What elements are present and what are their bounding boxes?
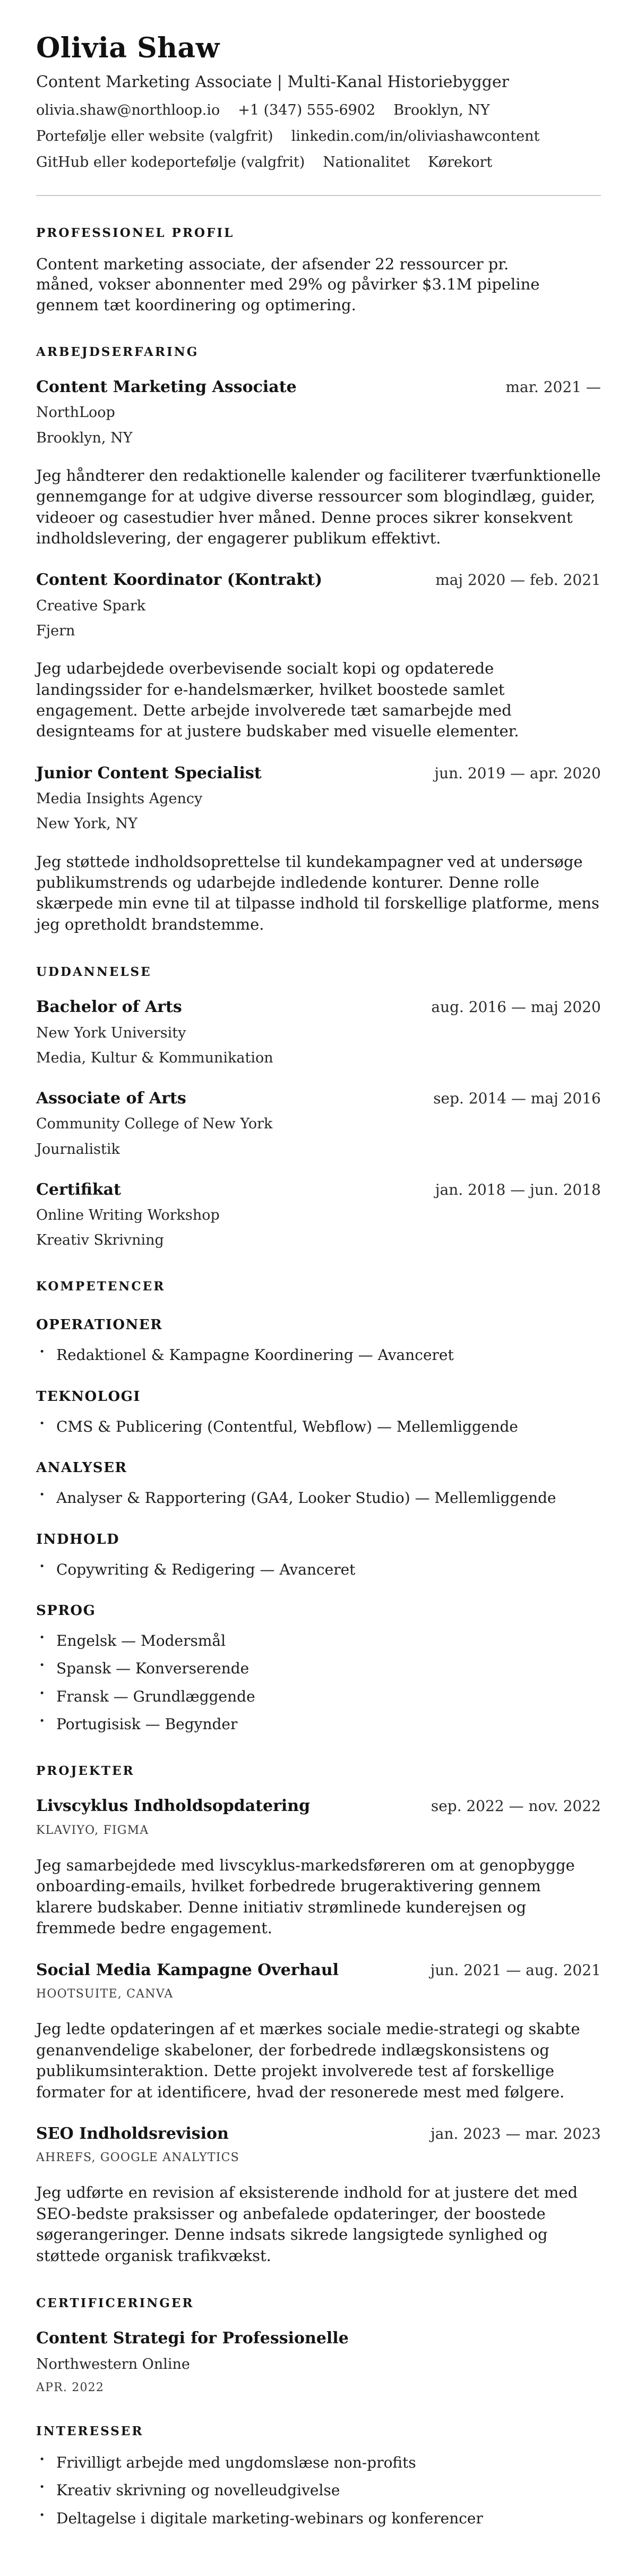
skill-item: • Copywriting & Redigering — Avanceret — [36, 1560, 601, 1579]
contact-email: olivia.shaw@northloop.io — [36, 102, 220, 119]
skill-group-name: ANALYSER — [36, 1460, 127, 1476]
education-entry — [36, 997, 601, 1067]
section-certifications — [36, 2296, 601, 2394]
skill-item: • Analyser & Rapportering (GA4, Looker Studio) — Mellemliggende — [36, 1489, 601, 1508]
language-item: • Portugisisk — Begynder — [36, 1715, 601, 1734]
job-title: Content Marketing Associate — [36, 377, 297, 396]
section-interests — [36, 2424, 601, 2528]
skill-list — [36, 1417, 601, 1436]
job-entry — [36, 377, 601, 549]
project-entry-head — [36, 1796, 601, 1816]
education-field: Journalistik — [36, 1141, 120, 1158]
profile-label: PROFESSIONEL PROFIL — [36, 226, 235, 241]
job-date: jun. 2019 — apr. 2020 — [434, 764, 601, 782]
project-tools: KLAVIYO, FIGMA — [36, 1823, 149, 1837]
job-location: New York, NY — [36, 815, 137, 832]
project-entry — [36, 2124, 601, 2266]
skill-item: • CMS & Publicering (Contentful, Webflow) — Mellemliggende — [36, 1417, 601, 1436]
education-entry — [36, 1089, 601, 1159]
skill-group-name: OPERATIONER — [36, 1317, 163, 1333]
education-entry-head — [36, 1089, 601, 1109]
job-location: Brooklyn, NY — [36, 429, 133, 446]
contact-row-3 — [36, 154, 601, 171]
skill-item: • Redaktionel & Kampagne Koordinering — Avanceret — [36, 1346, 601, 1365]
language-item: • Engelsk — Modersmål — [36, 1631, 601, 1651]
section-profile — [36, 226, 601, 315]
job-date: maj 2020 — feb. 2021 — [435, 571, 601, 589]
projects-label: PROJEKTER — [36, 1764, 135, 1779]
education-entry-head — [36, 1180, 601, 1200]
section-experience — [36, 345, 601, 935]
job-description: Jeg støttede indholdsoprettelse til kundekampagner ved at undersøge publikumstrends og udarbejde indledende konturer. Denne rolle skærpede min evne til at tilpasse indhold til forskellige platforme, mens jeg opretholdt brandstemme. — [36, 852, 600, 933]
skill-group-content — [36, 1532, 601, 1579]
interest-item: • Kreativ skrivning og novelleudgivelse — [36, 2481, 601, 2500]
project-entry-head — [36, 2124, 601, 2144]
skill-group-operations — [36, 1317, 601, 1365]
skill-group-name: INDHOLD — [36, 1531, 120, 1548]
skill-group-analytics — [36, 1460, 601, 1508]
project-tools: AHREFS, GOOGLE ANALYTICS — [36, 2151, 239, 2165]
education-degree: Associate of Arts — [36, 1089, 186, 1108]
job-entry — [36, 763, 601, 935]
candidate-name: Olivia Shaw — [36, 32, 220, 64]
job-company: NorthLoop — [36, 404, 115, 421]
contact-license-placeholder: Kørekort — [428, 154, 493, 171]
education-degree: Certifikat — [36, 1180, 121, 1199]
job-description: Jeg håndterer den redaktionelle kalender og faciliterer tværfunktionelle gennemgange for at udgive diverse ressourcer som blogindlæg, guider, videoer og casestudier hver måned. Denne proces sikrer konsekvent indholdslevering, der engagerer publikum effektivt. — [36, 466, 601, 547]
education-school: New York University — [36, 1024, 186, 1041]
education-school: Community College of New York — [36, 1116, 273, 1133]
job-location: Fjern — [36, 623, 75, 640]
job-entry-head — [36, 763, 601, 784]
job-company: Media Insights Agency — [36, 790, 203, 807]
job-title: Junior Content Specialist — [36, 763, 262, 783]
education-field: Media, Kultur & Kommunikation — [36, 1049, 273, 1066]
project-date: sep. 2022 — nov. 2022 — [431, 1797, 601, 1815]
job-date: mar. 2021 — — [505, 378, 601, 396]
education-school: Online Writing Workshop — [36, 1207, 220, 1224]
project-date: jan. 2023 — mar. 2023 — [431, 2124, 601, 2143]
contact-github-placeholder: GitHub eller kodeportefølje (valgfrit) — [36, 154, 305, 171]
education-label: UDDANNELSE — [36, 965, 152, 980]
project-entry — [36, 1796, 601, 1939]
education-entry — [36, 1180, 601, 1250]
contact-phone: +1 (347) 555-6902 — [238, 102, 376, 119]
contact-linkedin: linkedin.com/in/oliviashawcontent — [291, 128, 540, 145]
project-date: jun. 2021 — aug. 2021 — [430, 1961, 601, 1979]
certifications-label: CERTIFICERINGER — [36, 2296, 194, 2311]
education-date: jan. 2018 — jun. 2018 — [435, 1180, 601, 1198]
language-item: • Spansk — Konverserende — [36, 1659, 601, 1678]
education-degree: Bachelor of Arts — [36, 998, 182, 1017]
skill-group-technology — [36, 1389, 601, 1436]
skills-label: KOMPETENCER — [36, 1279, 166, 1294]
project-description: Jeg samarbejdede med livscyklus-markedsføreren om at genopbygge onboarding-emails, hvilket forbedrede brugeraktivering gennem klarere budskaber. Denne initiativ strømlinede kunderejsen og fremmede bedre engagement. — [36, 1856, 575, 1937]
contact-location: Brooklyn, NY — [393, 102, 490, 119]
job-description: Jeg udarbejdede overbevisende socialt kopi og opdaterede landingssider for e-handelsmærker, hvilket boostede samlet engagement. Dette arbejde involverede tæt samarbejde med designteams for at justere budskaber med visuelle elementer. — [36, 659, 519, 741]
skill-list — [36, 1346, 601, 1365]
interest-list — [36, 2453, 601, 2528]
section-skills — [36, 1279, 601, 1734]
project-description: Jeg udførte en revision af eksisterende indhold for at justere det med SEO-bedste praksisser og anbefalede opdateringer, der boostede søgerangeringer. Denne indsats sikrede langsigtede synlighed og støttede organisk trafikvækst. — [36, 2183, 578, 2265]
education-field: Kreativ Skrivning — [36, 1232, 164, 1249]
contact-nationality-placeholder: Nationalitet — [323, 154, 410, 171]
education-entry-head — [36, 997, 601, 1017]
experience-label: ARBEJDSERFARING — [36, 344, 199, 359]
project-description: Jeg ledte opdateringen af et mærkes sociale medie-strategi og skabte genanvendelige skabeloner, der forbedrede indlægskonsistens og publikumsinteraktion. Dette projekt involverede test af forskellige formater for at identificere, hvad der resonerede mest med følgere. — [36, 2020, 580, 2101]
language-list — [36, 1631, 601, 1735]
interest-item: • Frivilligt arbejde med ungdomslæse non-profits — [36, 2453, 601, 2472]
education-date: aug. 2016 — maj 2020 — [431, 998, 601, 1016]
job-company: Creative Spark — [36, 597, 146, 614]
project-title: SEO Indholdsrevision — [36, 2124, 229, 2143]
job-title: Content Koordinator (Kontrakt) — [36, 571, 323, 590]
certification-title: Content Strategi for Professionelle — [36, 2329, 349, 2348]
project-title: Livscyklus Indholdsopdatering — [36, 1797, 311, 1816]
skill-group-name: SPROG — [36, 1602, 96, 1619]
skill-group-name: TEKNOLOGI — [36, 1388, 141, 1405]
skill-group-languages — [36, 1603, 601, 1735]
contact-row-2 — [36, 128, 601, 144]
profile-text: Content marketing associate, der afsender 22 ressourcer pr. måned, vokser abonnenter med 29% og påvirker $3.1M pipeline gennem tæt koordinering og optimering. — [36, 255, 540, 314]
project-entry-head — [36, 1960, 601, 1980]
resume-header — [36, 33, 601, 196]
project-entry — [36, 1960, 601, 2103]
job-entry-head — [36, 377, 601, 397]
job-entry — [36, 570, 601, 742]
contact-portfolio-placeholder: Portefølje eller website (valgfrit) — [36, 128, 273, 145]
certification-date: APR. 2022 — [36, 2381, 105, 2394]
skill-list — [36, 1560, 601, 1579]
project-tools: HOOTSUITE, CANVA — [36, 1987, 174, 2001]
interest-item: • Deltagelse i digitale marketing-webinars og konferencer — [36, 2509, 601, 2528]
section-projects — [36, 1764, 601, 2266]
section-education — [36, 965, 601, 1249]
skill-list — [36, 1489, 601, 1508]
certification-entry — [36, 2328, 601, 2394]
project-title: Social Media Kampagne Overhaul — [36, 1960, 339, 1979]
certification-issuer: Northwestern Online — [36, 2356, 190, 2373]
candidate-headline: Content Marketing Associate | Multi-Kanal Historiebygger — [36, 73, 510, 92]
language-item: • Fransk — Grundlæggende — [36, 1687, 601, 1706]
job-entry-head — [36, 570, 601, 590]
contact-row-1 — [36, 102, 601, 118]
interests-label: INTERESSER — [36, 2424, 144, 2438]
header-divider — [36, 195, 601, 196]
education-date: sep. 2014 — maj 2016 — [433, 1089, 601, 1107]
